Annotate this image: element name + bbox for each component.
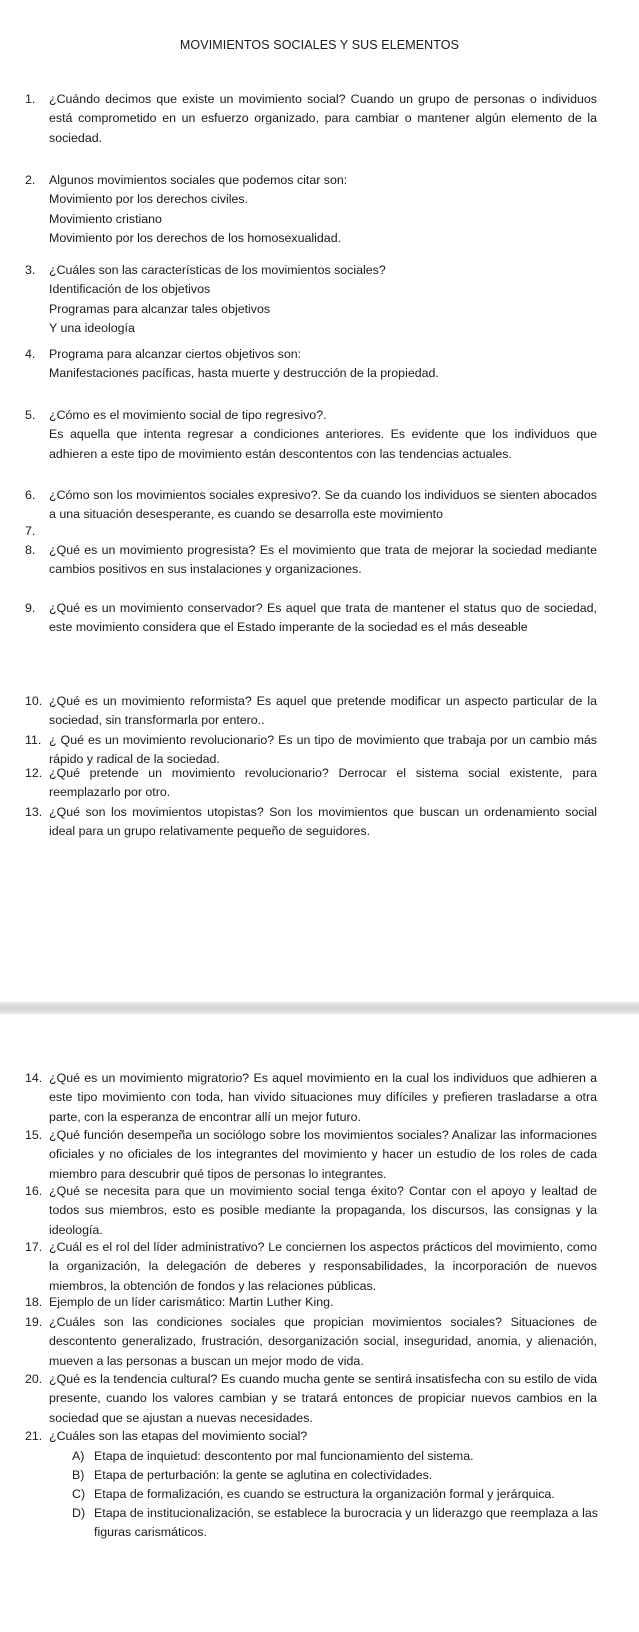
stage-label: D) <box>72 1506 86 1520</box>
item-text-line: Algunos movimientos sociales que podemos citar son: <box>49 173 348 187</box>
item-number: 16. <box>25 1184 43 1198</box>
item-number: 4. <box>25 347 36 361</box>
item-text-line: Movimiento por los derechos civiles. <box>49 192 249 207</box>
list-item <box>25 1427 597 1446</box>
stage-item <box>72 1485 598 1504</box>
item-number: 13. <box>25 805 43 819</box>
stage-label: B) <box>72 1468 85 1482</box>
list-item <box>25 541 597 580</box>
item-number: 7. <box>25 524 36 538</box>
item-text-line: ¿Cuáles son las condiciones sociales que propician movimientos sociales? Situaciones de descontento generalizado, frustración, desorganización social, inseguridad, anomia, y alienación, mueven a las personas a buscan un mejor modo de vida. <box>49 1315 597 1368</box>
item-text-line: ¿Cuáles son las etapas del movimiento social? <box>49 1429 308 1443</box>
item-number: 6. <box>25 488 36 502</box>
item-number: 19. <box>25 1315 43 1329</box>
document-title: MOVIMIENTOS SOCIALES Y SUS ELEMENTOS <box>179 38 460 52</box>
stage-text: Etapa de inquietud: descontento por mal funcionamiento del sistema. <box>94 1449 474 1463</box>
list-item <box>25 486 597 525</box>
item-text-line: Movimiento por los derechos de los homosexualidad. <box>49 230 342 245</box>
list-item <box>25 1182 597 1240</box>
list-item <box>25 1293 597 1312</box>
item-text-line: ¿Qué es la tendencia cultural? Es cuando mucha gente se sentirá insatisfecha con su estilo de vida presente, cuando los valores cambian y se tratará entonces de propiciar nuevos cambios en la sociedad que se ajustan a nuevas necesidades. <box>49 1372 597 1425</box>
item-number: 11. <box>25 733 42 747</box>
item-text-line: Programa para alcanzar ciertos objetivos son: <box>49 347 302 361</box>
list-item <box>25 764 597 803</box>
list-item <box>25 345 597 384</box>
list-item <box>25 692 597 731</box>
list-item <box>25 1313 597 1371</box>
stage-text: Etapa de perturbación: la gente se aglutina en colectividades. <box>94 1468 433 1482</box>
item-text-line: ¿Qué es un movimiento conservador? Es aquel que trata de mantener el status quo de sociedad, este movimiento considera que el Estado imperante de la sociedad es el más deseable <box>49 601 597 635</box>
item-number: 18. <box>25 1295 43 1309</box>
item-text-line: ¿Cuál es el rol del líder administrativo? Le conciernen los aspectos prácticos del movimiento, como la organización, la delegación de deberes y responsabilidades, la incorporación de nuevos miembros, la obtención de fondos y las relaciones públicas. <box>49 1240 597 1293</box>
stage-text: Etapa de institucionalización, se establece la burocracia y un liderazgo que reemplaza a las figuras carismáticos. <box>94 1506 598 1540</box>
list-item <box>25 1370 597 1428</box>
item-number: 2. <box>25 173 36 187</box>
item-text-line: ¿Cómo son los movimientos sociales expresivo?. Se da cuando los individuos se sienten abocados a una situación desesperante, es cuando se desarrolla este movimiento <box>49 488 597 522</box>
list-item <box>25 261 597 338</box>
item-number: 12. <box>25 766 43 780</box>
item-text-line: Y una ideología <box>49 320 135 335</box>
item-number: 21. <box>25 1429 43 1443</box>
item-text-line: Ejemplo de un líder carismático: Martin Luther King. <box>49 1295 334 1309</box>
stage-label: C) <box>72 1487 86 1501</box>
list-item <box>25 171 597 248</box>
item-text-line: ¿Qué función desempeña un sociólogo sobre los movimientos sociales? Analizar las informaciones oficiales y no oficiales de los integrantes del movimiento y hacer un estudio de los roles de cada miembro para descubrir qué tipos de personas lo integrantes. <box>49 1128 597 1181</box>
list-item <box>25 90 597 148</box>
stage-item <box>72 1504 598 1543</box>
item-text-line: ¿Qué es un movimiento migratorio? Es aquel movimiento en la cual los individuos que adhieren a este tipo movimiento con toda, han vivido situaciones muy difíciles y prefieren trasladarse a otra parte, con la esperanza de encontrar allí un mejor futuro. <box>49 1071 597 1124</box>
list-item <box>25 803 597 842</box>
item-number: 20. <box>25 1372 43 1386</box>
stage-text: Etapa de formalización, es cuando se estructura la organización formal y jerárquica. <box>94 1487 555 1501</box>
list-item <box>25 522 597 541</box>
item-text-line: ¿Qué son los movimientos utopistas? Son los movimientos que buscan un ordenamiento social ideal para un grupo relativamente pequeño de seguidores. <box>49 805 597 839</box>
item-number: 14. <box>25 1071 43 1085</box>
stage-label: A) <box>72 1449 85 1463</box>
item-number: 8. <box>25 543 36 557</box>
item-number: 5. <box>25 408 36 422</box>
stage-item <box>72 1447 598 1466</box>
item-text-line: Identificación de los objetivos <box>49 282 211 297</box>
item-text-line: Programas para alcanzar tales objetivos <box>49 301 271 316</box>
list-item <box>25 599 597 638</box>
item-number: 10. <box>25 694 43 708</box>
item-text-line: Es aquella que intenta regresar a condiciones anteriores. Es evidente que los individuos que adhieren a este tipo de movimiento están descontentos con las tendencias actuales. <box>49 427 597 461</box>
item-text-line: ¿Qué es un movimiento progresista? Es el movimiento que trata de mejorar la sociedad mediante cambios positivos en sus instalaciones y organizaciones. <box>49 543 597 577</box>
item-number: 17. <box>25 1240 43 1254</box>
item-text-line: ¿Qué es un movimiento reformista? Es aquel que pretende modificar un aspecto particular de la sociedad, sin transformarla por entero.. <box>49 694 597 728</box>
item-text-line: ¿Cuáles son las características de los movimientos sociales? <box>49 263 386 277</box>
page-separator <box>0 1002 639 1014</box>
item-number: 15. <box>25 1128 43 1142</box>
item-number: 1. <box>25 92 36 106</box>
item-text-line: Movimiento cristiano <box>49 211 162 226</box>
item-text-line: ¿ Qué es un movimiento revolucionario? Es un tipo de movimiento que trabaja por un cambio más rápido y radical de la sociedad. <box>49 733 597 767</box>
item-number: 9. <box>25 601 36 615</box>
item-number: 3. <box>25 263 36 277</box>
list-item <box>25 1126 597 1184</box>
item-text-line: Manifestaciones pacíficas, hasta muerte y destrucción de la propiedad. <box>49 366 439 381</box>
list-item <box>25 406 597 464</box>
item-text-line: ¿Qué pretende un movimiento revolucionario? Derrocar el sistema social existente, para reemplazarlo por otro. <box>49 766 597 800</box>
list-item <box>25 1069 597 1127</box>
list-item <box>25 1238 597 1296</box>
stage-item <box>72 1466 598 1485</box>
item-text-line: ¿Cuándo decimos que existe un movimiento social? Cuando un grupo de personas o individuos está comprometido en un esfuerzo organizado, para cambiar o mantener algún elemento de la sociedad. <box>49 92 597 145</box>
item-text-line <box>49 522 597 541</box>
item-text-line: ¿Qué se necesita para que un movimiento social tenga éxito? Contar con el apoyo y lealtad de todos sus miembros, esto es posible mediante la propaganda, los discursos, las consignas y la ideología. <box>49 1184 597 1237</box>
item-text-line: ¿Cómo es el movimiento social de tipo regresivo?. <box>49 408 327 422</box>
